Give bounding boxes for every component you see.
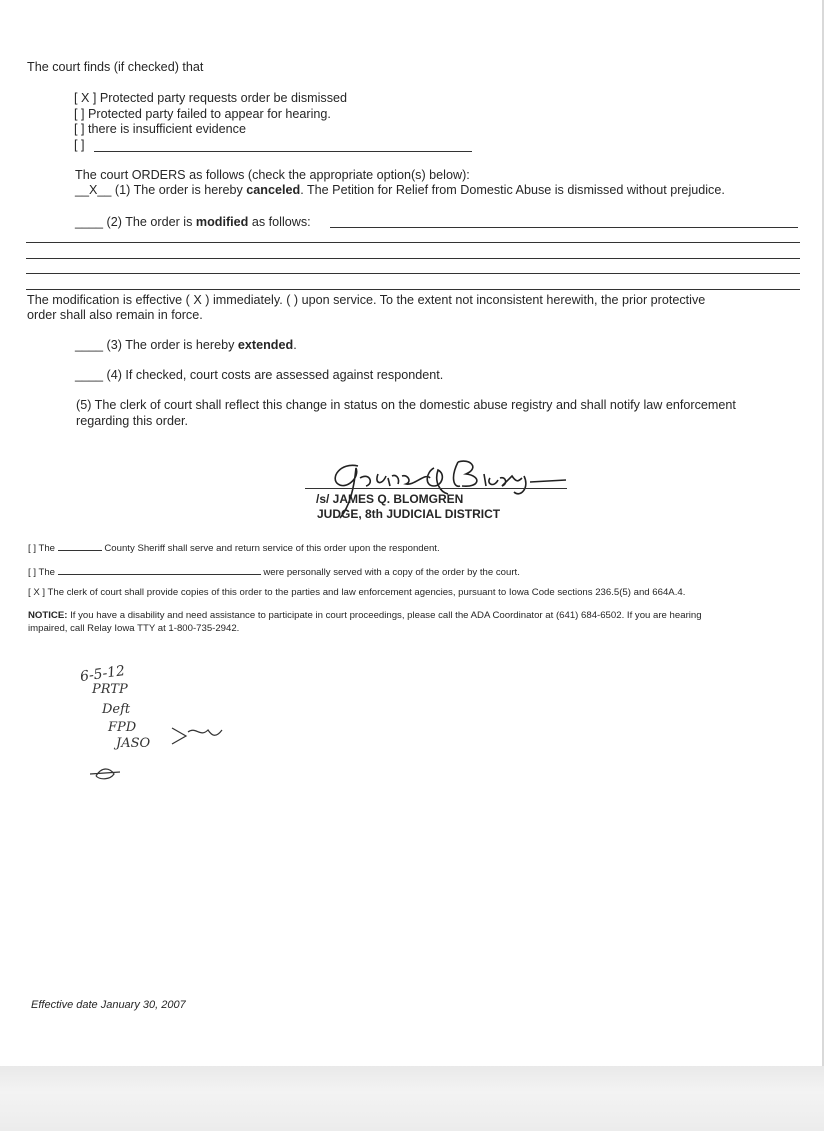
option-mark: ____ xyxy=(75,215,104,229)
blank-line xyxy=(26,258,800,259)
option-text: as follows: xyxy=(248,215,311,229)
order-option-5: regarding this order. xyxy=(76,414,189,428)
signature-line xyxy=(305,488,567,489)
option-text: (4) If checked, court costs are assessed against respondent. xyxy=(106,368,444,382)
blank-line xyxy=(26,289,800,290)
service-line-2 xyxy=(28,563,520,578)
finding-item xyxy=(74,91,347,105)
judge-title: JUDGE, 8th JUDICIAL DISTRICT xyxy=(317,507,501,521)
blank-line xyxy=(26,242,800,243)
option-text: . The Petition for Relief from Domestic Abuse is dismissed without prejudice. xyxy=(300,183,725,197)
blank-field xyxy=(58,539,102,551)
option-mark: __X__ xyxy=(75,183,112,197)
modification-text: The modification is effective ( X ) immediately. ( ) upon service. To the extent not inconsistent herewith, the prior protective xyxy=(27,293,706,307)
option-bold: modified xyxy=(195,215,249,229)
handwritten-note: PRTP xyxy=(92,682,128,697)
finding-item xyxy=(74,122,246,136)
handwritten-date: 6-5-12 xyxy=(79,662,126,686)
service-line-3: [ X ] The clerk of court shall provide copies of this order to the parties and law enforcement agencies, pursuant to Iowa Code sections 236.5(5) and 664A.4. xyxy=(28,587,686,598)
checkbox: [ ] The xyxy=(28,567,56,578)
blank-line xyxy=(26,273,800,274)
orders-heading: The court ORDERS as follows (check the appropriate option(s) below): xyxy=(75,168,470,182)
checkbox: [ ] The xyxy=(28,543,56,554)
notice-line: If you have a disability and need assistance to participate in court proceedings, please call the ADA Coordinator at (641) 684-6502. If you are hearing xyxy=(67,610,702,621)
finding-item xyxy=(74,107,331,121)
blank-line xyxy=(94,151,472,152)
handwritten-note: JASO xyxy=(116,736,151,751)
judge-name: /s/ JAMES Q. BLOMGREN xyxy=(316,492,464,506)
blank-line xyxy=(330,227,798,228)
finding-item xyxy=(74,138,85,152)
option-mark: ____ xyxy=(75,338,104,352)
order-option-3 xyxy=(75,338,297,352)
finding-text: Protected party failed to appear for hearing. xyxy=(88,107,331,121)
handwritten-note: FPD xyxy=(108,720,137,735)
checkbox: [ ] xyxy=(74,107,85,121)
option-text: (2) The order is xyxy=(106,215,196,229)
service-text: were personally served with a copy of the order by the court. xyxy=(263,567,520,578)
checkbox: [ ] xyxy=(74,138,85,152)
order-option-5: (5) The clerk of court shall reflect this change in status on the domestic abuse registry and shall notify law enforcement xyxy=(76,398,736,412)
order-option-2 xyxy=(75,215,311,229)
finding-text: Protected party requests order be dismissed xyxy=(99,91,348,105)
option-mark: ____ xyxy=(75,368,104,382)
option-text: . xyxy=(293,338,297,352)
notice-line: impaired, call Relay Iowa TTY at 1-800-735-2942. xyxy=(28,623,240,634)
handwritten-note: Deft xyxy=(102,702,131,717)
option-bold: extended xyxy=(237,338,294,352)
service-text: County Sheriff shall serve and return service of this order upon the respondent. xyxy=(104,543,440,554)
handwritten-marks xyxy=(80,666,240,786)
scan-margin xyxy=(0,1066,824,1131)
blank-field xyxy=(58,563,261,575)
finding-text: there is insufficient evidence xyxy=(88,122,246,136)
findings-heading: The court finds (if checked) that xyxy=(27,60,204,74)
checkbox: [ X ] xyxy=(74,91,97,105)
checkbox: [ ] xyxy=(74,122,85,136)
modification-text: order shall also remain in force. xyxy=(27,308,203,322)
effective-date: Effective date January 30, 2007 xyxy=(31,999,186,1011)
service-line-1 xyxy=(28,539,440,554)
option-bold: canceled xyxy=(246,183,301,197)
option-text: (3) The order is hereby xyxy=(106,338,238,352)
order-option-1 xyxy=(75,183,725,197)
order-option-4 xyxy=(75,368,443,382)
option-text: (1) The order is hereby xyxy=(114,183,247,197)
notice-text xyxy=(28,610,702,621)
notice-label: NOTICE: xyxy=(28,610,68,621)
